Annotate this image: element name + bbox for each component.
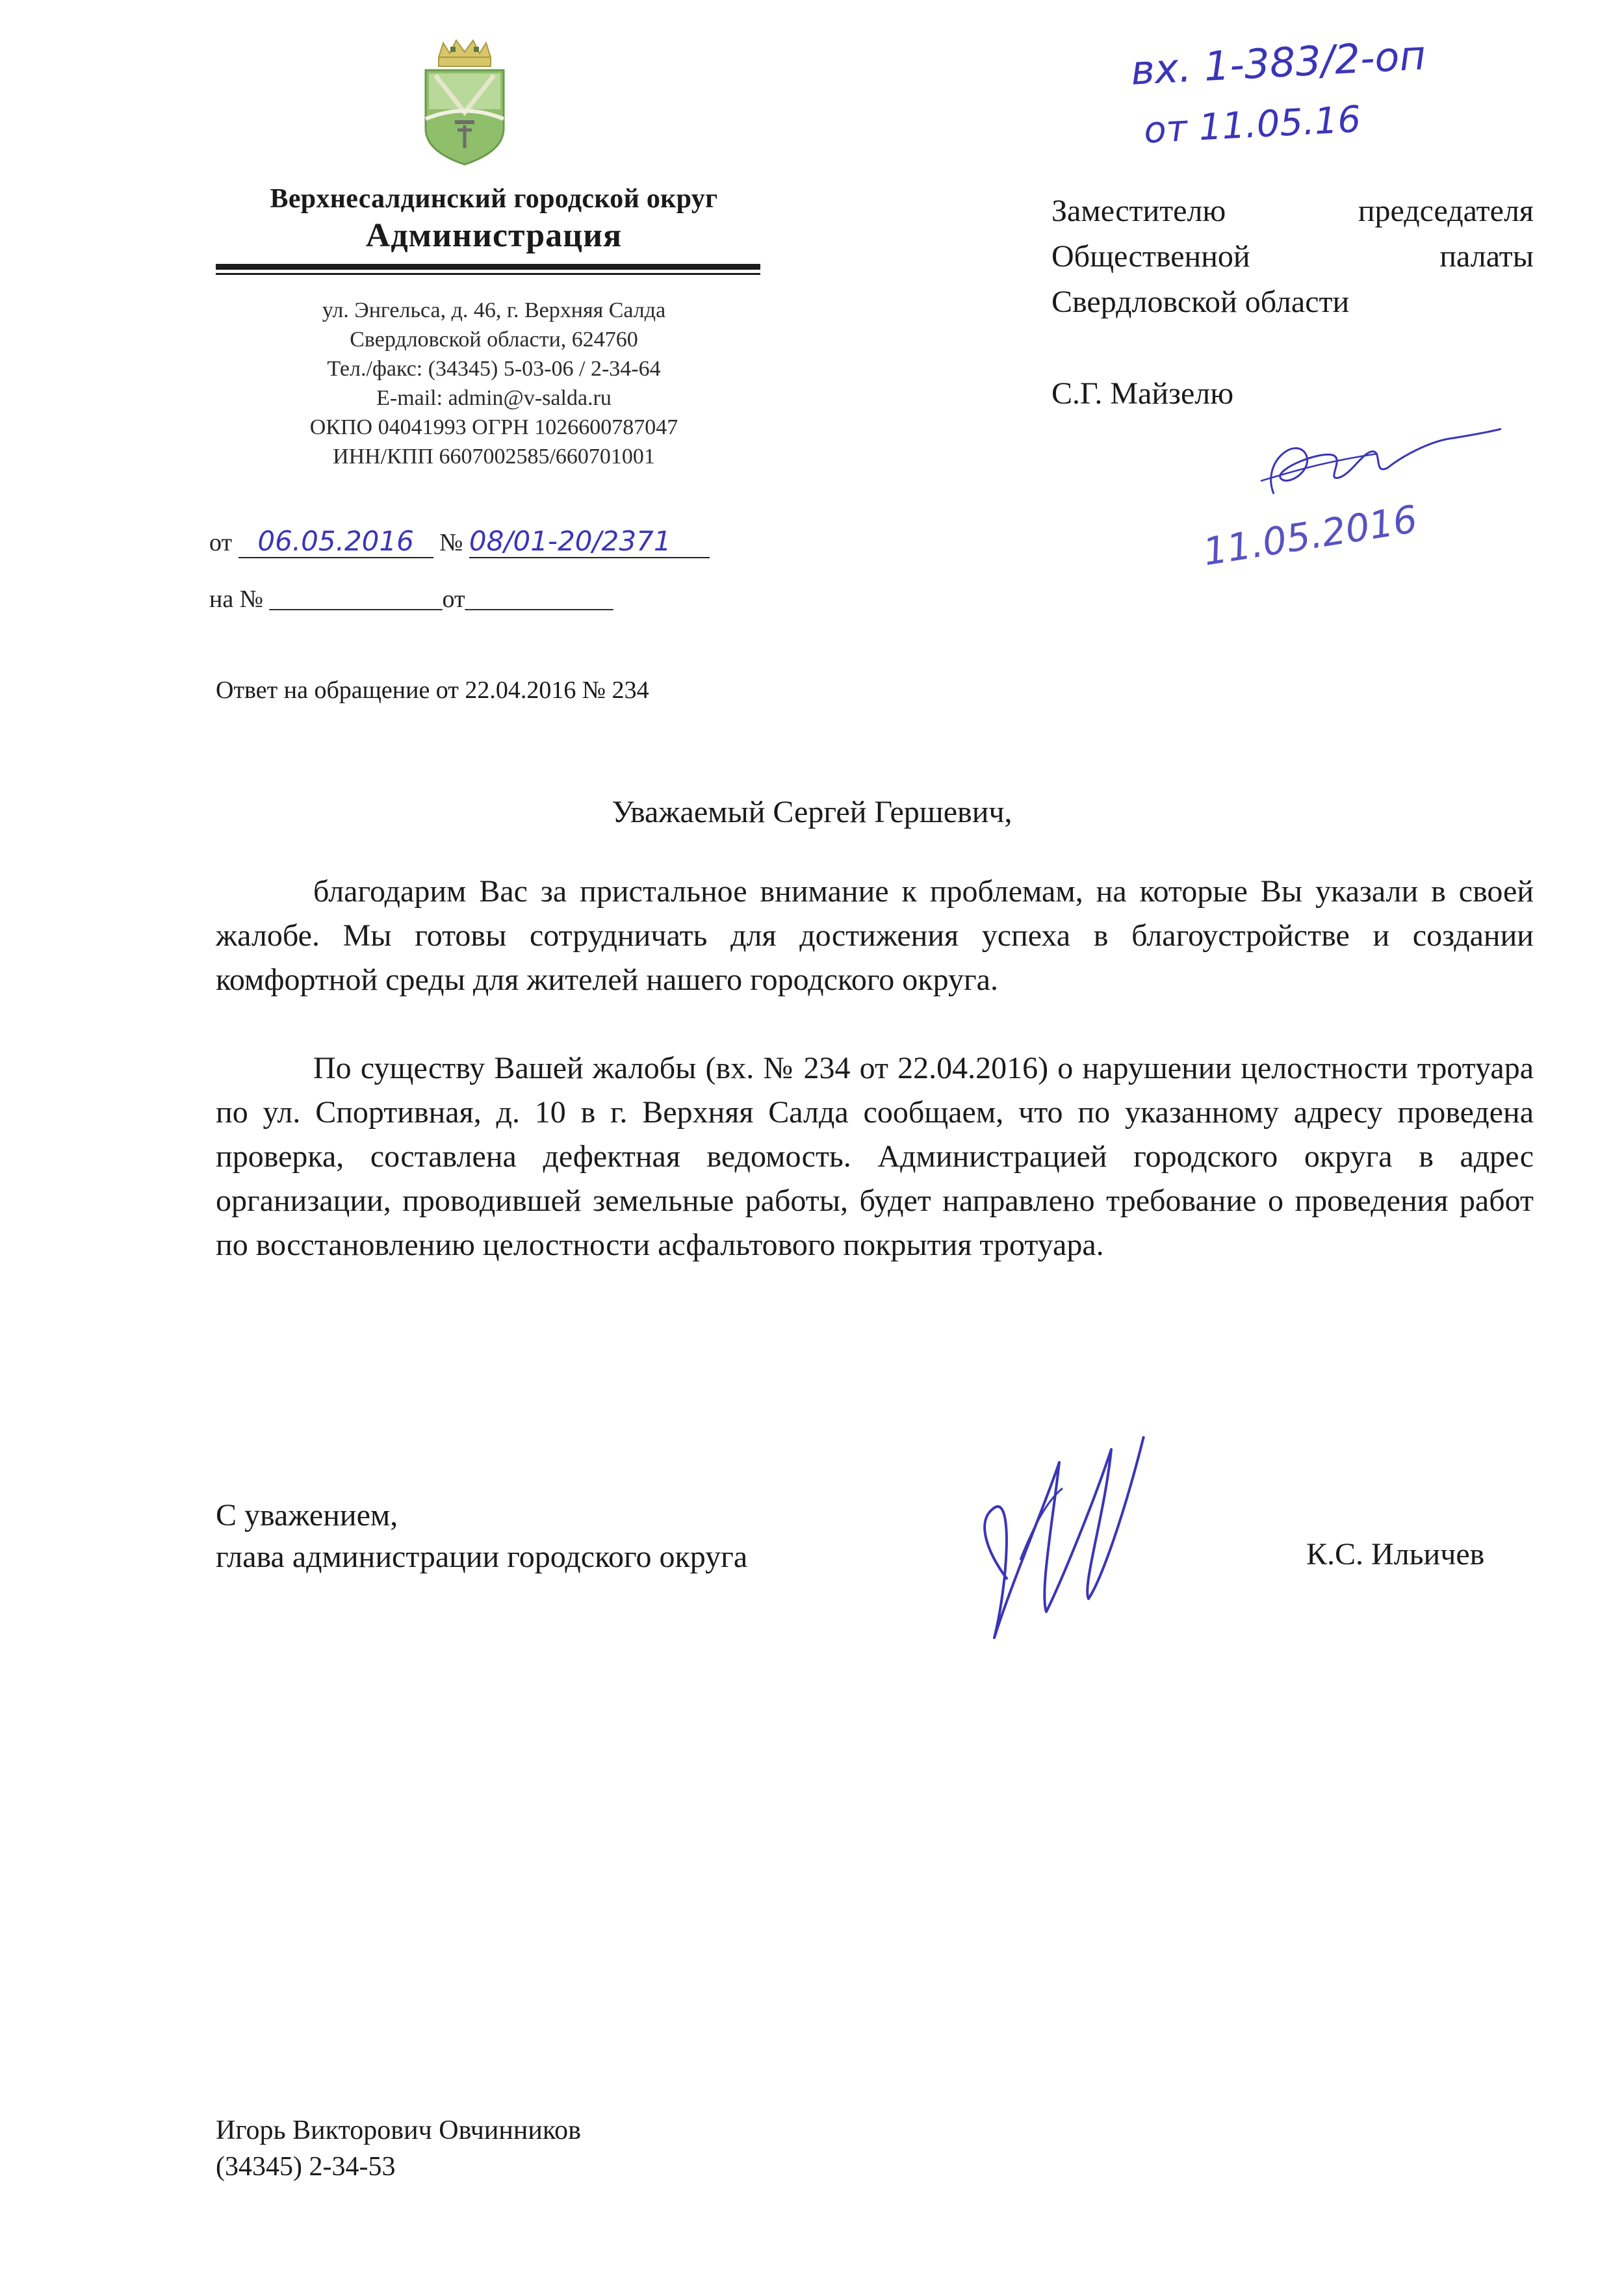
contact-okpo: ОКПО 04041993 ОГРН 1026600787047 bbox=[309, 415, 678, 439]
org-title: Администрация bbox=[365, 217, 623, 254]
body-paragraph-2-text: По существу Вашей жалобы (вх. № 234 от 22.04.2016) о нарушении целостности тротуара по ул. Спортивная, д. 10 в г. Верхняя Салда сообщаем, что по указанному адресу проведена проверка, составлена дефектная ведомость. Администрацией городского округа в адрес организации, проводившей земельные работы, будет направлено требование о проведения работ по восстановлению целостности асфальтового покрытия тротуара. bbox=[216, 1051, 1534, 1262]
letter-subject: Ответ на обращение от 22.04.2016 № 234 bbox=[216, 677, 649, 704]
closing-position: глава администрации городского округа bbox=[216, 1540, 748, 1574]
head-signature bbox=[949, 1423, 1170, 1657]
reply-line bbox=[209, 585, 613, 614]
addressee-line3: Свердловской области bbox=[1051, 285, 1350, 319]
contact-email: E-mail: admin@v-salda.ru bbox=[376, 386, 612, 410]
addressee-resolution-signature bbox=[1235, 416, 1508, 513]
contact-region: Свердловской области, 624760 bbox=[350, 328, 638, 352]
reg-number: 08/01-20/2371 bbox=[469, 525, 671, 557]
org-name: Верхнесалдинский городской округ bbox=[270, 184, 718, 214]
registration-line bbox=[209, 525, 710, 558]
addressee-name: С.Г. Майзелю bbox=[1051, 376, 1234, 411]
contact-address: ул. Энгельса, д. 46, г. Верхняя Салда bbox=[322, 298, 666, 322]
executor-name: Игорь Викторович Овчинников bbox=[216, 2115, 581, 2145]
executor-block bbox=[216, 2112, 581, 2185]
reply-label: на № bbox=[209, 586, 263, 613]
contact-inn: ИНН/КПП 6607002585/660701001 bbox=[333, 445, 655, 469]
contact-phone: Тел./факс: (34345) 5-03-06 / 2-34-64 bbox=[327, 357, 661, 381]
addressee-line1: Заместителю председателя bbox=[1051, 194, 1534, 228]
body-paragraph-1 bbox=[216, 870, 1534, 1002]
coat-of-arms-icon bbox=[416, 38, 513, 168]
reg-date: 06.05.2016 bbox=[257, 525, 414, 557]
addressee-line2: Общественной палаты bbox=[1051, 239, 1534, 274]
reg-number-label: № bbox=[439, 529, 463, 556]
reg-date-field bbox=[238, 525, 433, 558]
reply-number-blank: ______________ bbox=[269, 586, 443, 613]
executor-phone: (34345) 2-34-53 bbox=[216, 2152, 396, 2182]
letterhead-rule-thin bbox=[216, 273, 760, 275]
incoming-stamp-line1: вх. 1-383/2-оп bbox=[1129, 31, 1427, 94]
greeting: Уважаемый Сергей Гершевич, bbox=[612, 795, 1012, 829]
signer-name: К.С. Ильичев bbox=[1306, 1537, 1485, 1571]
closing-regards: С уважением, bbox=[216, 1498, 398, 1532]
incoming-stamp-line2: от 11.05.16 bbox=[1142, 98, 1362, 152]
body-paragraph-2 bbox=[216, 1046, 1534, 1267]
reply-date-blank: ____________ bbox=[465, 586, 613, 613]
reply-from-label: от bbox=[442, 586, 465, 613]
body-paragraph-1-text: благодарим Вас за пристальное внимание к проблемам, на которые Вы указали в своей жалобе. Мы готовы сотрудничать для достижения успеха в благоустройстве и создании комфортной среды для жителей нашего городского округа. bbox=[216, 874, 1534, 997]
closing-block bbox=[216, 1495, 747, 1578]
letterhead-rule-thick bbox=[216, 264, 760, 270]
reg-number-field bbox=[469, 525, 710, 558]
addressee-handwritten-date: 11.05.2016 bbox=[1200, 497, 1421, 575]
reg-from-label: от bbox=[209, 529, 233, 556]
